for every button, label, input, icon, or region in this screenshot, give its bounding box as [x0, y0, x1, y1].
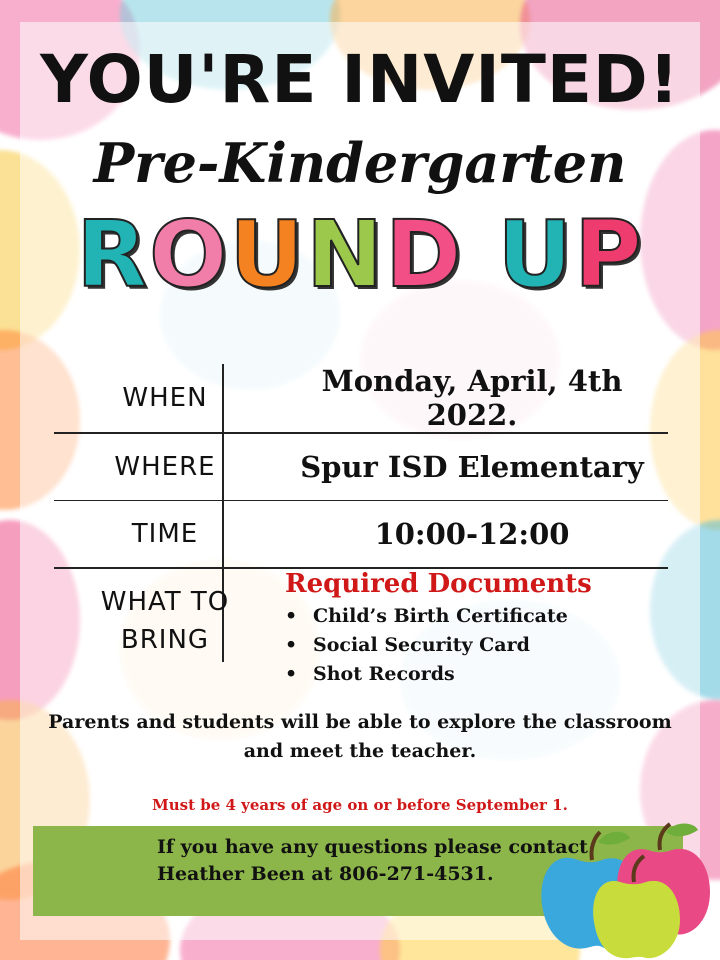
prek-subtitle: Pre-Kindergarten: [93, 131, 627, 195]
where-row: [54, 434, 668, 500]
list-item: • Child’s Birth Certificate: [285, 602, 592, 631]
required-documents-heading: Required Documents: [285, 569, 592, 599]
headline-letter: D: [385, 201, 464, 308]
list-item: • Social Security Card: [285, 631, 592, 660]
bring-label: [54, 569, 276, 667]
bring-label-line1: WHAT TO: [100, 586, 230, 617]
documents-list: [285, 602, 592, 689]
list-item: • Shot Records: [285, 660, 592, 689]
time-row: [54, 501, 668, 567]
headline-letter: N: [306, 201, 386, 308]
headline-letter: P: [574, 201, 644, 308]
event-description: Parents and students will be able to explore the classroom and meet the teacher.: [48, 711, 672, 762]
headline-letter: U: [497, 201, 575, 308]
headline-letter: U: [229, 201, 307, 308]
age-requirement: Must be 4 years of age on or before September 1.: [152, 796, 568, 814]
apples-icon: [538, 820, 720, 960]
contact-line1: If you have any questions please contact: [157, 836, 588, 858]
headline-letter: R: [76, 201, 150, 308]
when-row: [54, 364, 668, 432]
time-value: 10:00-12:00: [374, 517, 570, 551]
headline-letter: O: [149, 201, 230, 308]
bring-label-line2: BRING: [120, 624, 210, 655]
when-label: WHEN: [122, 383, 208, 413]
invited-title: YOU'RE INVITED!: [40, 41, 680, 118]
when-value: Monday, April, 4th 2022.: [321, 364, 623, 432]
time-label: TIME: [131, 519, 199, 549]
where-value: Spur ISD Elementary: [300, 449, 644, 484]
round-up-headline: [0, 200, 720, 310]
where-label: WHERE: [114, 451, 216, 482]
headline-letter: [463, 201, 497, 308]
contact-line2: Heather Been at 806-271-4531.: [157, 863, 494, 885]
required-documents: [285, 568, 592, 689]
